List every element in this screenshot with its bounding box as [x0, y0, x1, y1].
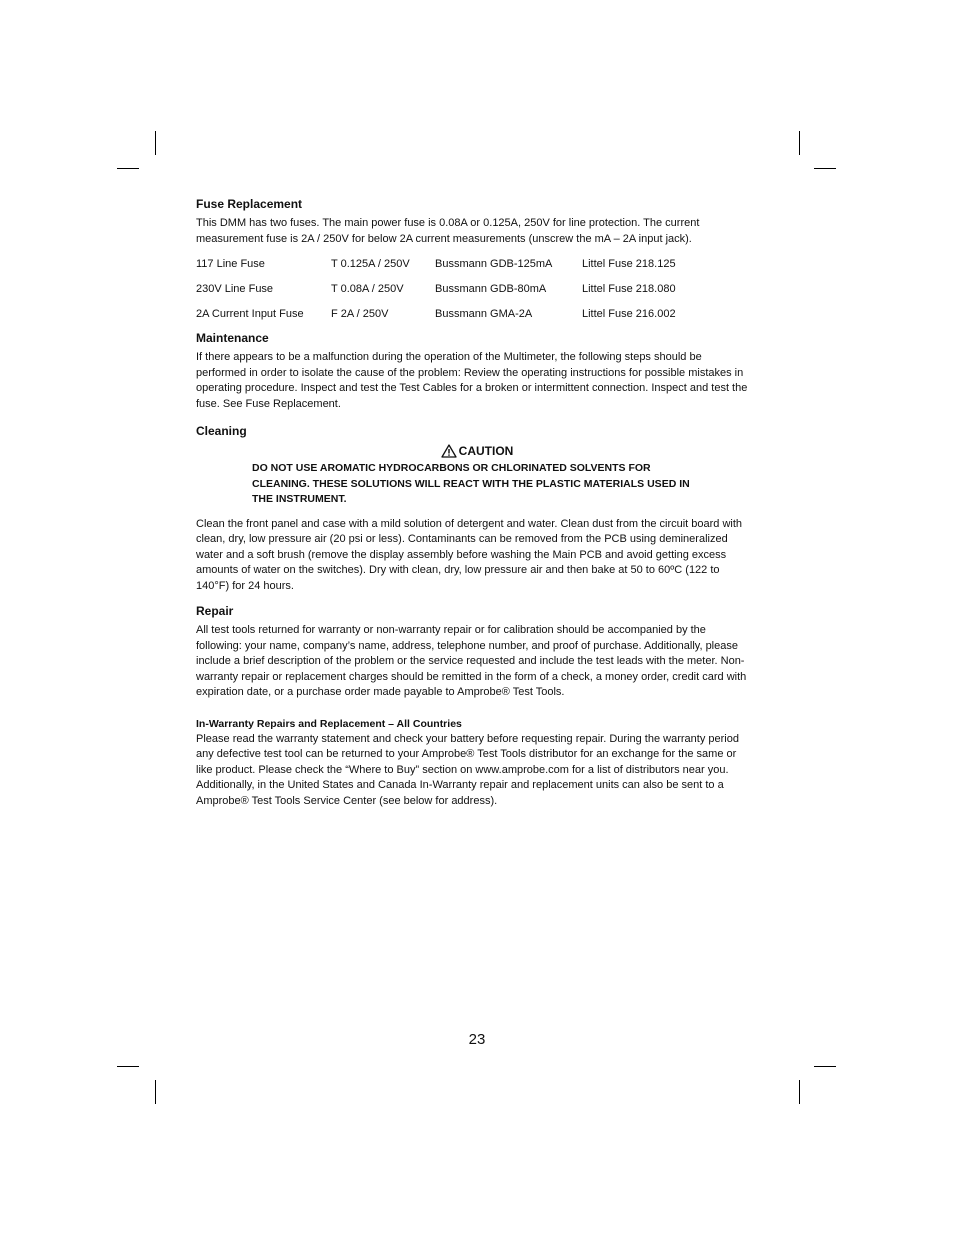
fuse-rating: T 0.08A / 250V — [331, 283, 404, 295]
cleaning-body: Clean the front panel and case with a mild solution of detergent and water. Clean dust from the circuit board with clean, dry, low pressure air (20 psi or less). Contaminants can be removed from the PCB using demineralized water and a soft brush (remove the display assembly before washing the Main PCB and avoid getting excess amounts of water on the switches). Dry with clean, dry, low pressure air and then bake at 50 to 60ºC (122 to 140°F) for 24 hours. — [196, 517, 743, 592]
repair-heading: Repair — [196, 604, 234, 618]
crop-mark-bottom-left-vertical — [155, 1080, 156, 1104]
fuse-name: 117 Line Fuse — [196, 258, 265, 270]
fuse-row — [196, 282, 758, 307]
crop-mark-top-left-vertical — [155, 131, 156, 155]
fuse-replacement-intro: This DMM has two fuses. The main power fuse is 0.08A or 0.125A, 250V for line protection. The current measurement fuse is 2A / 250V for below 2A current measurements (unscrew the mA – 2A input jack). — [196, 217, 700, 245]
crop-mark-top-left-horizontal — [117, 168, 139, 169]
maintenance-section — [196, 330, 758, 412]
fuse-name: 2A Current Input Fuse — [196, 308, 304, 320]
fuse-rating: T 0.125A / 250V — [331, 258, 410, 270]
fuse-littel-part: Littel Fuse 218.125 — [582, 258, 676, 270]
fuse-littel-part: Littel Fuse 216.002 — [582, 308, 676, 320]
fuse-table — [196, 257, 758, 325]
maintenance-heading: Maintenance — [196, 331, 269, 345]
fuse-replacement-section — [196, 196, 758, 325]
cleaning-section — [196, 423, 758, 594]
crop-mark-bottom-left-horizontal — [117, 1066, 139, 1067]
repair-section — [196, 603, 758, 809]
caution-text: DO NOT USE AROMATIC HYDROCARBONS OR CHLORINATED SOLVENTS FOR CLEANING. THESE SOLUTIONS WILL REACT WITH THE PLASTIC MATERIALS USED IN THE INSTRUMENT. — [252, 462, 690, 505]
fuse-row — [196, 257, 758, 282]
caution-title — [196, 443, 758, 459]
cleaning-heading: Cleaning — [196, 424, 247, 438]
fuse-row — [196, 307, 758, 325]
fuse-bussmann-part: Bussmann GMA-2A — [435, 308, 533, 320]
fuse-replacement-heading: Fuse Replacement — [196, 197, 303, 211]
in-warranty-body: Please read the warranty statement and check your battery before requesting repair. During the warranty period any defective test tool can be returned to your Amprobe® Test Tools distributor for an exchange for the same or like product. Please check the “Where to Buy” section on www.amprobe.com for a list of distributors near you. Additionally, in the United States and Canada In-Warranty repair and replacement units can also be sent to a Amprobe® Test Tools Service Center (see below for address). — [196, 732, 739, 807]
fuse-rating: F 2A / 250V — [331, 308, 389, 320]
fuse-bussmann-part: Bussmann GDB-80mA — [435, 283, 547, 295]
fuse-bussmann-part: Bussmann GDB-125mA — [435, 258, 553, 270]
crop-mark-top-right-horizontal — [814, 168, 836, 169]
warning-triangle-icon — [441, 444, 457, 458]
crop-mark-bottom-right-horizontal — [814, 1066, 836, 1067]
page-content — [196, 196, 758, 809]
maintenance-body: If there appears to be a malfunction during the operation of the Multimeter, the following steps should be performed in order to isolate the cause of the problem: Review the operating instructions for possible mistakes in operating procedure. Inspect and test the Test Cables for a broken or intermittent connection. Inspect and test the fuse. See Fuse Replacement. — [196, 351, 748, 410]
fuse-name: 230V Line Fuse — [196, 283, 274, 295]
crop-mark-top-right-vertical — [799, 131, 800, 155]
caution-label: CAUTION — [458, 444, 514, 458]
crop-mark-bottom-right-vertical — [799, 1080, 800, 1104]
page-number: 23 — [468, 1031, 486, 1048]
repair-body: All test tools returned for warranty or non-warranty repair or for calibration should be accompanied by the following: your name, company’s name, address, telephone number, and proof of purchase. Additionally, please include a brief description of the problem or the service requested and include the test leads with the meter. Non- warranty repair or replacement charges should be remitted in the form of a check, a money order, credit card with expiration date, or a purchase order made payable to Amprobe® Test Tools. — [196, 624, 747, 698]
in-warranty-subheading: In-Warranty Repairs and Replacement – All Countries — [196, 717, 462, 730]
fuse-littel-part: Littel Fuse 218.080 — [582, 283, 676, 295]
